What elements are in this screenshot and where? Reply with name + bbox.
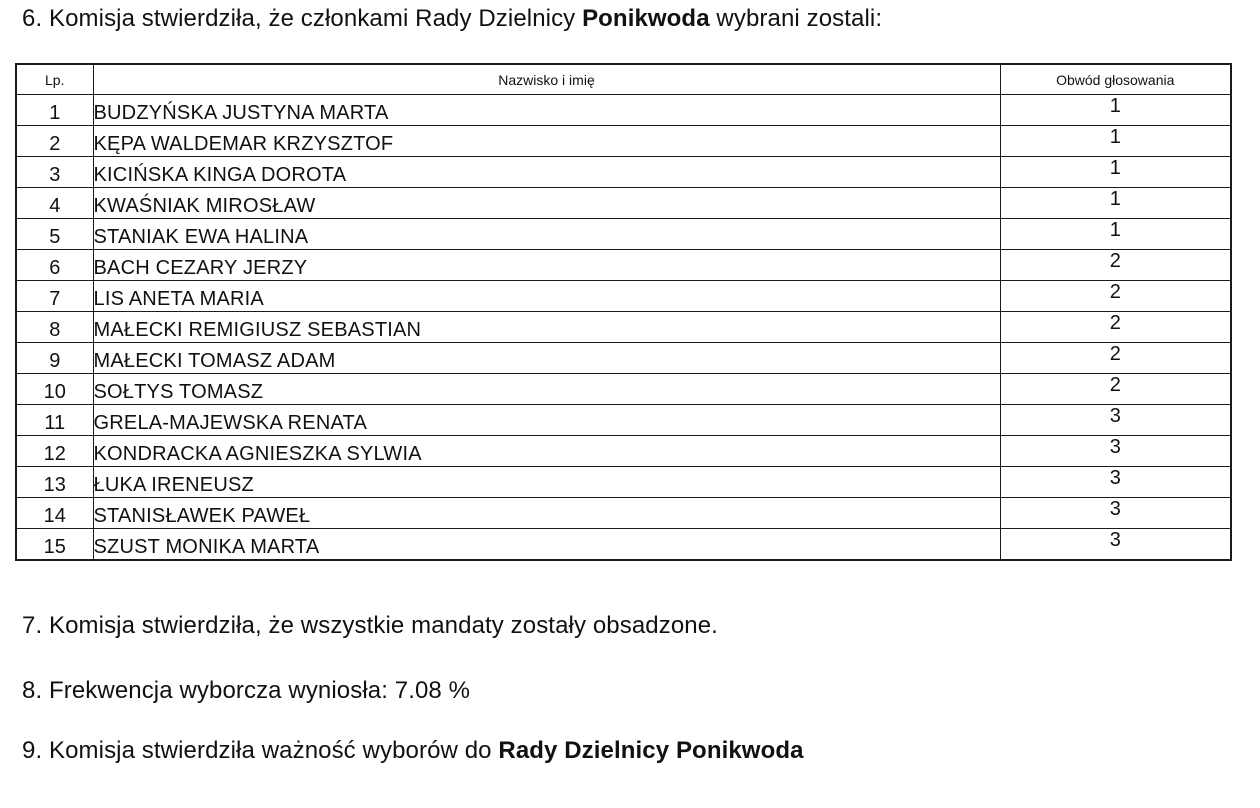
- row-district: 3: [1000, 498, 1231, 529]
- table-row: [16, 529, 1231, 561]
- row-name: KWAŚNIAK MIROSŁAW: [93, 188, 1000, 219]
- paragraph-9-prefix: 9. Komisja stwierdziła ważność wyborów do: [22, 737, 499, 764]
- row-district: 3: [1000, 529, 1231, 561]
- paragraph-8: 8. Frekwencja wyborcza wyniosła: 7.08 %: [22, 677, 471, 704]
- members-table: [15, 63, 1232, 561]
- row-name: BACH CEZARY JERZY: [93, 250, 1000, 281]
- table-row: [16, 374, 1231, 405]
- row-district: 3: [1000, 405, 1231, 436]
- paragraph-7: 7. Komisja stwierdziła, że wszystkie mandaty zostały obsadzone.: [22, 612, 718, 639]
- row-name: STANIAK EWA HALINA: [93, 219, 1000, 250]
- table-row: [16, 219, 1231, 250]
- row-district: 2: [1000, 374, 1231, 405]
- table-row: [16, 312, 1231, 343]
- row-district: 2: [1000, 281, 1231, 312]
- paragraph-6-district: Ponikwoda: [582, 5, 710, 32]
- row-lp: 10: [16, 374, 93, 405]
- row-name: LIS ANETA MARIA: [93, 281, 1000, 312]
- table-row: [16, 343, 1231, 374]
- row-name: SZUST MONIKA MARTA: [93, 529, 1000, 561]
- row-district: 2: [1000, 250, 1231, 281]
- paragraph-6-prefix: 6. Komisja stwierdziła, że członkami Rady Dzielnicy: [22, 5, 583, 32]
- header-lp: Lp.: [16, 64, 93, 95]
- table-row: [16, 498, 1231, 529]
- paragraph-9-council: Rady Dzielnicy Ponikwoda: [498, 737, 804, 764]
- row-name: SOŁTYS TOMASZ: [93, 374, 1000, 405]
- table-row: [16, 157, 1231, 188]
- row-district: 1: [1000, 95, 1231, 126]
- row-district: 3: [1000, 467, 1231, 498]
- paragraph-6-suffix: wybrani zostali:: [709, 5, 883, 32]
- header-district: Obwód głosowania: [1000, 64, 1231, 95]
- row-district: 2: [1000, 312, 1231, 343]
- row-name: MAŁECKI REMIGIUSZ SEBASTIAN: [93, 312, 1000, 343]
- row-name: KICIŃSKA KINGA DOROTA: [93, 157, 1000, 188]
- paragraph-6: [22, 4, 882, 34]
- row-lp: 8: [16, 312, 93, 343]
- row-district: 1: [1000, 219, 1231, 250]
- row-lp: 6: [16, 250, 93, 281]
- paragraph-9: [22, 736, 804, 766]
- row-lp: 14: [16, 498, 93, 529]
- row-lp: 4: [16, 188, 93, 219]
- row-district: 1: [1000, 126, 1231, 157]
- row-lp: 5: [16, 219, 93, 250]
- row-lp: 15: [16, 529, 93, 561]
- row-lp: 11: [16, 405, 93, 436]
- row-lp: 13: [16, 467, 93, 498]
- table-row: [16, 250, 1231, 281]
- row-lp: 12: [16, 436, 93, 467]
- table-row: [16, 281, 1231, 312]
- row-name: MAŁECKI TOMASZ ADAM: [93, 343, 1000, 374]
- row-lp: 3: [16, 157, 93, 188]
- table-row: [16, 436, 1231, 467]
- table-row: [16, 467, 1231, 498]
- table-row: [16, 188, 1231, 219]
- row-name: GRELA-MAJEWSKA RENATA: [93, 405, 1000, 436]
- row-lp: 7: [16, 281, 93, 312]
- table-row: [16, 95, 1231, 126]
- row-name: ŁUKA IRENEUSZ: [93, 467, 1000, 498]
- row-district: 2: [1000, 343, 1231, 374]
- row-name: BUDZYŃSKA JUSTYNA MARTA: [93, 95, 1000, 126]
- row-lp: 1: [16, 95, 93, 126]
- table-row: [16, 126, 1231, 157]
- row-district: 1: [1000, 157, 1231, 188]
- row-district: 3: [1000, 436, 1231, 467]
- row-district: 1: [1000, 188, 1231, 219]
- table-row: [16, 405, 1231, 436]
- row-lp: 2: [16, 126, 93, 157]
- table-header-row: [16, 64, 1231, 95]
- row-lp: 9: [16, 343, 93, 374]
- row-name: STANISŁAWEK PAWEŁ: [93, 498, 1000, 529]
- row-name: KONDRACKA AGNIESZKA SYLWIA: [93, 436, 1000, 467]
- header-name: Nazwisko i imię: [93, 64, 1000, 95]
- row-name: KĘPA WALDEMAR KRZYSZTOF: [93, 126, 1000, 157]
